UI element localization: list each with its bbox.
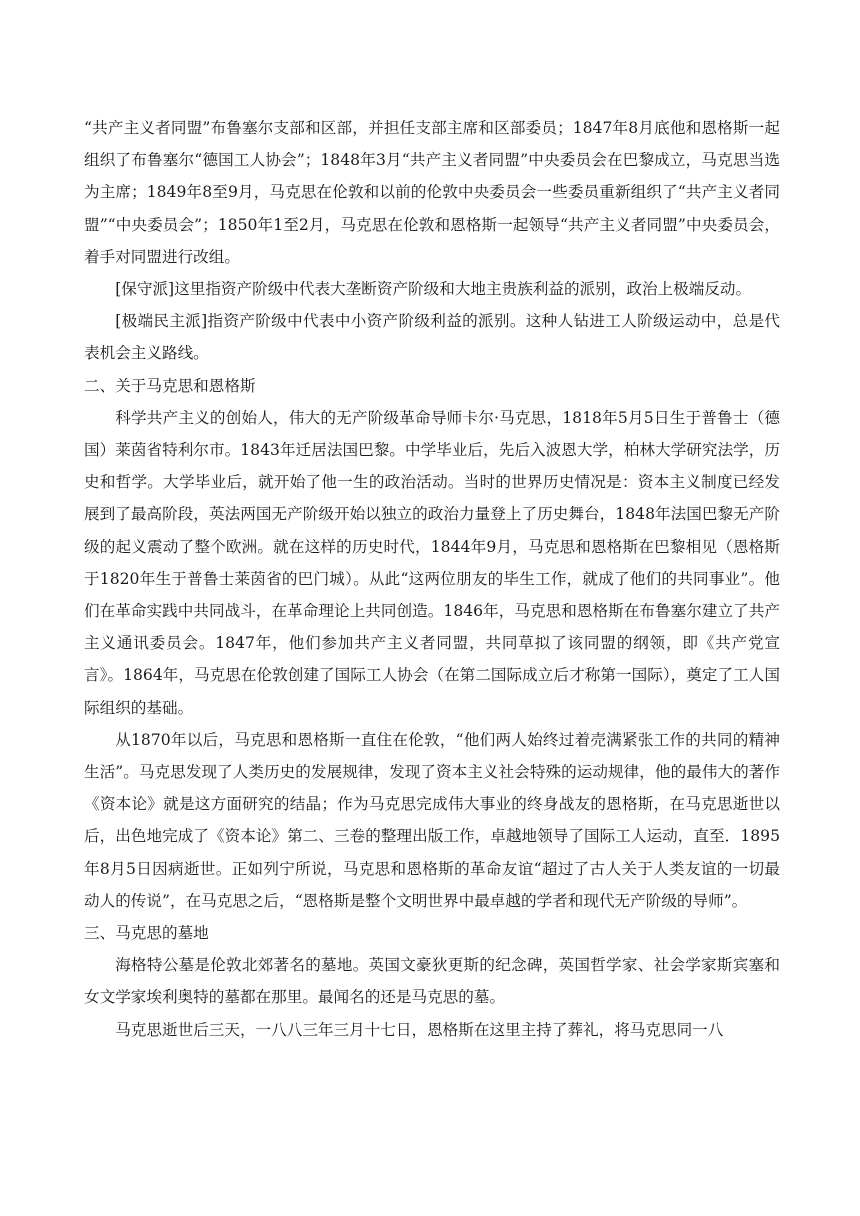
paragraph-funeral: 马克思逝世后三天，一八八三年三月十七日，恩格斯在这里主持了葬礼，将马克思同一八 <box>115 1020 724 1039</box>
paragraph-conservatives: [保守派]这里指资产阶级中代表大垄断资产阶级和大地主贵族利益的派别，政治上极端反动。 <box>115 280 752 299</box>
section-heading-marx-grave: 三、马克思的墓地 <box>84 924 209 943</box>
section-heading-marx-engels: 二、关于马克思和恩格斯 <box>84 376 256 395</box>
paragraph-marx-biography: 科学共产主义的创始人，伟大的无产阶级革命导师卡尔·马克思，1818年5月5日生于普鲁士（德国）莱茵省特利尔市。1843年迁居法国巴黎。中学毕业后，先后入波恩大学，柏林大学研究法学，历史和哲学。大学毕业后，就开始了他一生的政治活动。当时的世界历史情况是：资本主义制度已经发展到了最高阶段，英法两国无产阶级开始以独立的政治力量登上了历史舞台，1848年法国巴黎无产阶级的起义震动了整个欧洲。就在这样的历史时代，1844年9月，马克思和恩格斯在巴黎相见（恩格斯于1820年生于普鲁士莱茵省的巴门城）。从此“这两位朋友的毕生工作，就成了他们的共同事业”。他们在革命实践中共同战斗，在革命理论上共同创造。1846年，马克思和恩格斯在布鲁塞尔建立了共产主义通讯委员会。1847年，他们参加共产主义者同盟，共同草拟了该同盟的纲领，即《共产党宣言》。1864年，马克思在伦敦创建了国际工人协会（在第二国际成立后才称第一国际），奠定了工人国际组织的基础。 <box>84 408 780 717</box>
paragraph-extreme-democrats: [极端民主派]指资产阶级中代表中小资产阶级利益的派别。这种人钻进工人阶级运动中，总是代表机会主义路线。 <box>84 312 780 363</box>
paragraph-highgate-cemetery: 海格特公墓是伦敦北郊著名的墓地。英国文豪狄更斯的纪念碑，英国哲学家、社会学家斯宾塞和女文学家埃利奥特的墓都在那里。最闻名的还是马克思的墓。 <box>84 956 780 1007</box>
paragraph-london-years: 从1870年以后，马克思和恩格斯一直住在伦敦，“他们两人始终过着売满紧张工作的共同的精神生活”。马克思发现了人类历史的发展规律，发现了资本主义社会特殊的运动规律，他的最伟大的著作《资本论》就是这方面研究的结晶；作为马克思完成伟大事业的终身战友的恩格斯，在马克思逝世以后，出色地完成了《资本论》第二、三卷的整理出版工作，卓越地领导了国际工人运动，直至．1895年8月5日因病逝世。正如列宁所说，马克思和恩格斯的革命友谊“超过了古人关于人类友谊的一切最动人的传说”，在马克思之后，“恩格斯是整个文明世界中最卓越的学者和现代无产阶级的导师”。 <box>84 730 780 910</box>
document-page <box>84 112 780 1046</box>
paragraph-continuation: “共产主义者同盟”布鲁塞尔支部和区部，并担任支部主席和区部委员；1847年8月底他和恩格斯一起组织了布鲁塞尔“德国工人协会”；1848年3月“共产主义者同盟”中央委员会在巴黎成立，马克思当选为主席；1849年8至9月，马克思在伦敦和以前的伦敦中央委员会一些委员重新组织了“共产主义者同盟”“中央委员会”；1850年1至2月，马克思在伦敦和恩格斯一起领导“共产主义者同盟”中央委员会，着手对同盟进行改组。 <box>84 119 780 266</box>
